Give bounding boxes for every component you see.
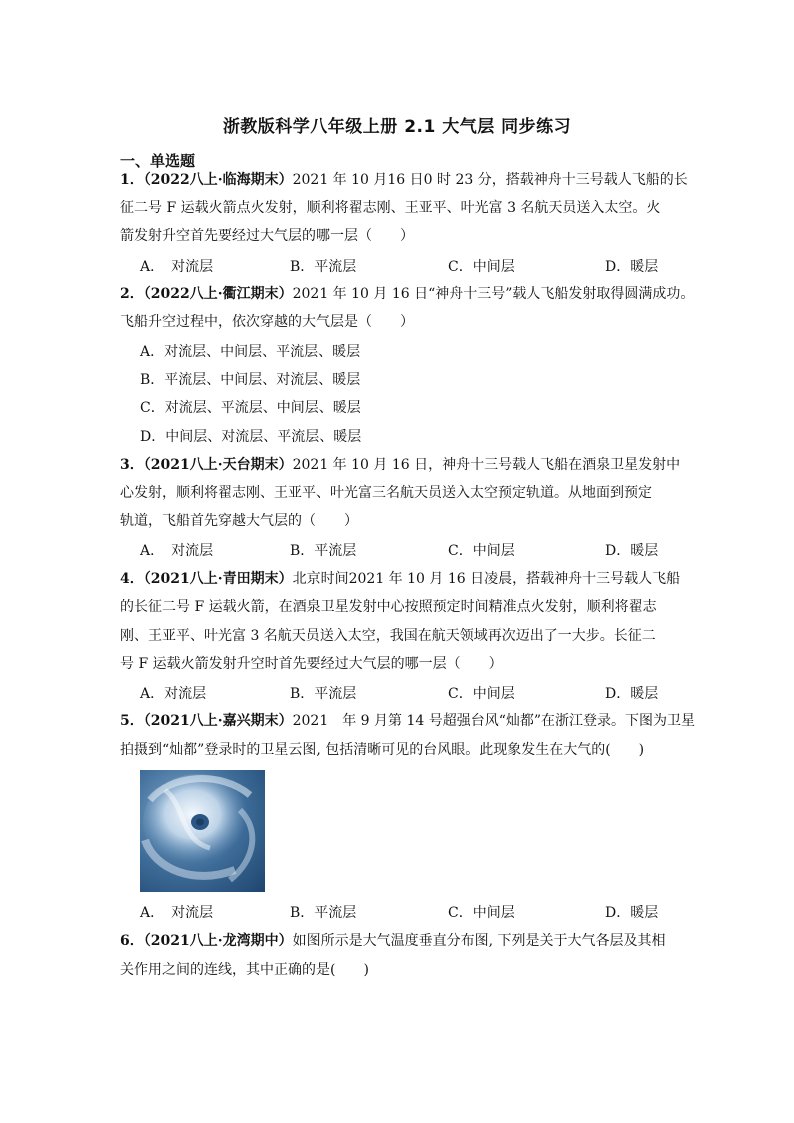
option-a[interactable]: A． 对流层 [140, 905, 214, 921]
question-3-options [140, 540, 680, 560]
question-4-line-2: 的长征二号 F 运载火箭，在酒泉卫星发射中心按照预定时间精准点火发射，顺利将翟志 [120, 599, 657, 615]
option-b[interactable]: B．平流层 [290, 543, 357, 559]
question-5-line-2: 拍摄到“灿都”登录时的卫星云图, 包括清晰可见的台风眼。此现象发生在大气的( ) [120, 742, 645, 758]
option-b[interactable]: B．平流层 [290, 905, 357, 921]
question-2-line-1 [120, 284, 695, 304]
question-3-line-1 [120, 455, 680, 475]
option-c[interactable]: C．中间层 [448, 905, 515, 921]
question-number: 4． [120, 571, 144, 587]
question-text: 北京时间2021 年 10 月 16 日凌晨，搭载神舟十三号载人飞船 [292, 571, 681, 587]
option-a[interactable]: A．对流层 [140, 686, 207, 702]
question-text: 2021 年 9 月第 14 号超强台风“灿都”在浙江登录。下图为卫星 [292, 713, 696, 729]
option-b[interactable]: B．平流层 [290, 259, 357, 275]
option-c[interactable]: C．中间层 [448, 686, 515, 702]
option-a[interactable]: A． 对流层 [140, 543, 214, 559]
question-number: 3． [120, 457, 144, 473]
question-1-line-2: 征二号 F 运载火箭点火发射，顺利将翟志刚、王亚平、叶光富 3 名航天员送入太空。火 [120, 200, 661, 216]
option-d[interactable]: D．中间层、对流层、平流层、暖层 [140, 429, 362, 445]
question-4-line-4: 号 F 运载火箭发射升空时首先要经过大气层的哪一层（ ） [120, 656, 503, 672]
question-2-line-2: 飞船升空过程中，依次穿越的大气层是（ ） [120, 314, 414, 330]
question-4-line-3: 刚、王亚平、叶光富 3 名航天员送入太空，我国在航天领域再次迈出了一大步。长征二 [120, 628, 656, 644]
option-b[interactable]: B．平流层 [290, 686, 357, 702]
question-number: 5． [120, 713, 144, 729]
question-text: 2021 年 10 月 16 日，神舟十三号载人飞船在酒泉卫星发射中 [292, 457, 681, 473]
question-text: 如图所示是大气温度垂直分布图, 下列是关于大气各层及其相 [292, 933, 666, 949]
question-3-line-2: 心发射，顺利将翟志刚、王亚平、叶光富三名航天员送入太空预定轨道。从地面到预定 [120, 485, 652, 501]
section-heading: 一、单选题 [120, 152, 196, 170]
option-d[interactable]: D．暖层 [605, 543, 659, 559]
question-1-line-3: 箭发射升空首先要经过大气层的哪一层（ ） [120, 228, 414, 244]
question-1-options [140, 256, 680, 276]
question-source: （2022八上·衢江期末） [143, 286, 293, 302]
question-4-options [140, 683, 680, 703]
option-c[interactable]: C．中间层 [448, 543, 515, 559]
option-c[interactable]: C．对流层、平流层、中间层、暖层 [140, 400, 361, 416]
option-d[interactable]: D．暖层 [605, 686, 659, 702]
question-source: （2021八上·青田期末） [143, 571, 293, 587]
question-6-line-1 [120, 931, 680, 951]
page-title: 浙教版科学八年级上册 2.1 大气层 同步练习 [222, 117, 572, 137]
question-6-line-2: 关作用之间的连线，其中正确的是( ) [120, 962, 369, 978]
option-d[interactable]: D．暖层 [605, 259, 659, 275]
typhoon-satellite-image [140, 770, 265, 892]
question-source: （2021八上·天台期末） [143, 457, 293, 473]
question-source: （2021八上·龙湾期中） [143, 933, 293, 949]
question-source: （2022八上·临海期末） [143, 172, 293, 188]
question-number: 6． [120, 933, 144, 949]
question-text: 2021 年 10 月 16 日“神舟十三号”载人飞船发射取得圆满成功。 [292, 286, 695, 302]
question-3-line-3: 轨道，飞船首先穿越大气层的（ ） [120, 513, 358, 529]
question-5-options [140, 902, 680, 922]
question-source: （2021八上·嘉兴期末） [143, 713, 293, 729]
question-number: 2． [120, 286, 144, 302]
question-1-line-1 [120, 170, 688, 190]
option-d[interactable]: D．暖层 [605, 905, 659, 921]
question-4-line-1 [120, 569, 680, 589]
question-5-line-1 [120, 711, 696, 731]
option-c[interactable]: C．中间层 [448, 259, 515, 275]
question-number: 1． [120, 172, 144, 188]
question-text: 2021 年 10 月16 日0 时 23 分，搭载神舟十三号载人飞船的长 [292, 172, 688, 188]
option-a[interactable]: A．对流层、中间层、平流层、暖层 [140, 344, 361, 360]
option-b[interactable]: B．平流层、中间层、对流层、暖层 [140, 372, 361, 388]
option-a[interactable]: A． 对流层 [140, 259, 214, 275]
